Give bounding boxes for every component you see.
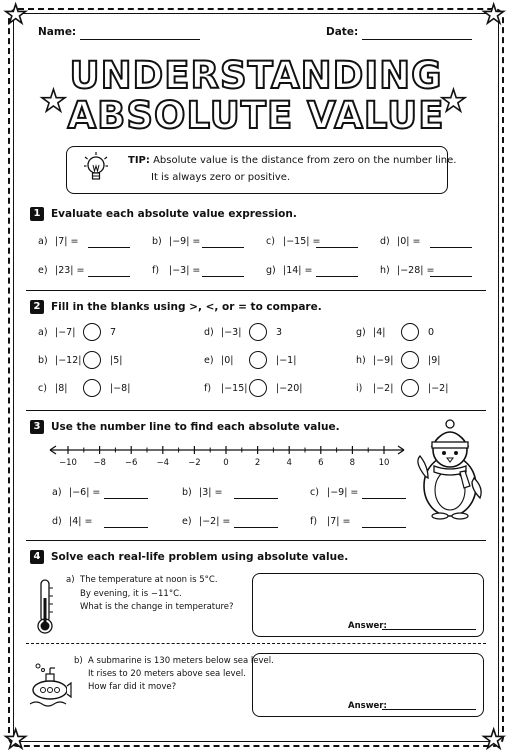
compare-circle[interactable] (401, 323, 419, 341)
title-line-2: ABSOLUTE VALUE (67, 94, 445, 137)
expression: |23| = (55, 265, 85, 276)
section-divider (26, 410, 486, 411)
item-letter: d) (380, 236, 390, 247)
compare-right: 3 (276, 327, 283, 338)
item-letter: b) (152, 236, 162, 247)
section-number: 3 (30, 420, 44, 434)
compare-left: |4| (373, 327, 386, 338)
item-letter: d) (204, 327, 214, 338)
answer-blank[interactable] (88, 267, 130, 277)
compare-circle[interactable] (83, 323, 101, 341)
compare-circle[interactable] (249, 323, 267, 341)
item-letter: f) (310, 516, 318, 527)
section-number: 1 (30, 207, 44, 221)
item-letter: b) (38, 355, 48, 366)
number-line-tick-label: 4 (286, 458, 292, 468)
compare-right: 7 (110, 327, 117, 338)
expression: |7| = (327, 516, 351, 527)
number-line-tick-label: 0 (223, 458, 229, 468)
answer-label: Answer: (348, 701, 387, 711)
compare-circle[interactable] (401, 351, 419, 369)
compare-circle[interactable] (401, 379, 419, 397)
answer-blank[interactable] (234, 518, 278, 528)
name-field[interactable] (80, 28, 200, 40)
number-line-tick-label: 8 (349, 458, 356, 468)
compare-left: |−9| (373, 355, 394, 366)
item-letter: a) (38, 236, 48, 247)
problem-a-line-2: By evening, it is −11°C. (80, 589, 182, 599)
answer-field-b[interactable] (382, 700, 476, 710)
section-number: 2 (30, 300, 44, 314)
name-label: Name: (38, 26, 77, 38)
section-title: Fill in the blanks using >, <, or = to compare. (51, 301, 322, 313)
problem-divider (26, 643, 486, 644)
compare-left: |−7| (55, 327, 76, 338)
answer-blank[interactable] (234, 489, 278, 499)
corner-star-icon: ★ (4, 0, 28, 30)
title-line-1: UNDERSTANDING (69, 54, 443, 97)
star-icon: ★ (440, 84, 467, 119)
problem-b-line-3: How far did it move? (88, 682, 177, 692)
compare-circle[interactable] (249, 351, 267, 369)
compare-circle[interactable] (83, 379, 101, 397)
problem-a-line-1: The temperature at noon is 5°C. (80, 575, 218, 585)
problem-a-letter: a) (66, 575, 75, 585)
section-title: Evaluate each absolute value expression. (51, 208, 297, 220)
compare-circle[interactable] (249, 379, 267, 397)
corner-star-icon: ★ (482, 0, 506, 30)
compare-right: |5| (110, 355, 123, 366)
compare-left: |−12| (55, 355, 82, 366)
section-title: Use the number line to find each absolute value. (51, 421, 340, 433)
item-letter: h) (380, 265, 390, 276)
item-letter: a) (52, 487, 62, 498)
answer-blank[interactable] (202, 238, 244, 248)
tip-line-2: It is always zero or positive. (151, 172, 291, 183)
item-letter: c) (38, 383, 47, 394)
compare-right: |−20| (276, 383, 303, 394)
answer-blank[interactable] (430, 267, 472, 277)
item-letter: e) (204, 355, 214, 366)
number-line-tick-label: −8 (93, 458, 106, 468)
number-line-tick-label: −2 (188, 458, 201, 468)
section-divider (26, 540, 486, 541)
compare-circle[interactable] (83, 351, 101, 369)
compare-right: |−8| (110, 383, 131, 394)
expression: |−3| = (169, 265, 201, 276)
compare-left: |0| (221, 355, 234, 366)
section-title: Solve each real-life problem using absolute value. (51, 551, 349, 563)
item-letter: g) (266, 265, 276, 276)
answer-blank[interactable] (316, 238, 358, 248)
item-letter: c) (310, 487, 319, 498)
problem-a-line-3: What is the change in temperature? (80, 602, 234, 612)
expression: |7| = (55, 236, 79, 247)
item-letter: i) (356, 383, 363, 394)
tip-label: TIP: (128, 155, 150, 166)
lightbulb-icon (83, 151, 109, 189)
date-label: Date: (326, 26, 359, 38)
answer-blank[interactable] (430, 238, 472, 248)
number-line-tick-label: 6 (318, 458, 324, 468)
number-line-tick-label: −6 (124, 458, 138, 468)
answer-field-a[interactable] (382, 620, 476, 630)
item-letter: h) (356, 355, 366, 366)
section-number: 4 (30, 550, 44, 564)
answer-blank[interactable] (104, 518, 148, 528)
item-letter: c) (266, 236, 275, 247)
answer-label: Answer: (348, 621, 387, 631)
answer-blank[interactable] (316, 267, 358, 277)
number-line-tick-label: 10 (378, 458, 390, 468)
expression: |−15| = (283, 236, 321, 247)
item-letter: b) (182, 487, 192, 498)
thermometer-icon (34, 578, 56, 636)
item-letter: a) (38, 327, 48, 338)
corner-star-icon: ★ (4, 725, 28, 755)
submarine-icon (28, 662, 72, 708)
answer-blank[interactable] (104, 489, 148, 499)
number-line-tick-label: −4 (156, 458, 170, 468)
number-line-tick-label: 2 (254, 458, 261, 468)
section-divider (26, 290, 486, 291)
item-letter: e) (182, 516, 192, 527)
compare-right: |−1| (276, 355, 297, 366)
compare-left: |−15| (221, 383, 248, 394)
expression: |−28| = (397, 265, 435, 276)
star-icon: ★ (40, 84, 67, 119)
penguin-icon (410, 418, 490, 522)
expression: |−2| = (199, 516, 231, 527)
answer-blank[interactable] (362, 489, 406, 499)
expression: |−9| = (169, 236, 201, 247)
answer-blank[interactable] (362, 518, 406, 528)
answer-blank[interactable] (202, 267, 244, 277)
expression: |−9| = (327, 487, 359, 498)
compare-left: |−2| (373, 383, 394, 394)
expression: |14| = (283, 265, 313, 276)
item-letter: g) (356, 327, 366, 338)
item-letter: d) (52, 516, 62, 527)
number-line-tick-label: −10 (59, 458, 77, 468)
expression: |−6| = (69, 487, 101, 498)
compare-right: |−2| (428, 383, 449, 394)
problem-b-letter: b) (74, 656, 83, 666)
compare-right: 0 (428, 327, 435, 338)
expression: |4| = (69, 516, 93, 527)
compare-left: |−3| (221, 327, 242, 338)
tip-line-1: Absolute value is the distance from zero on the number line. (153, 155, 457, 166)
item-letter: f) (204, 383, 212, 394)
problem-b-line-2: It rises to 20 meters above sea level. (88, 669, 246, 679)
expression: |3| = (199, 487, 223, 498)
item-letter: f) (152, 265, 160, 276)
problem-b-line-1: A submarine is 130 meters below sea level. (88, 656, 274, 666)
answer-blank[interactable] (88, 238, 130, 248)
item-letter: e) (38, 265, 48, 276)
corner-star-icon: ★ (482, 725, 506, 755)
compare-left: |8| (55, 383, 68, 394)
compare-right: |9| (428, 355, 441, 366)
date-field[interactable] (362, 28, 472, 40)
expression: |0| = (397, 236, 421, 247)
